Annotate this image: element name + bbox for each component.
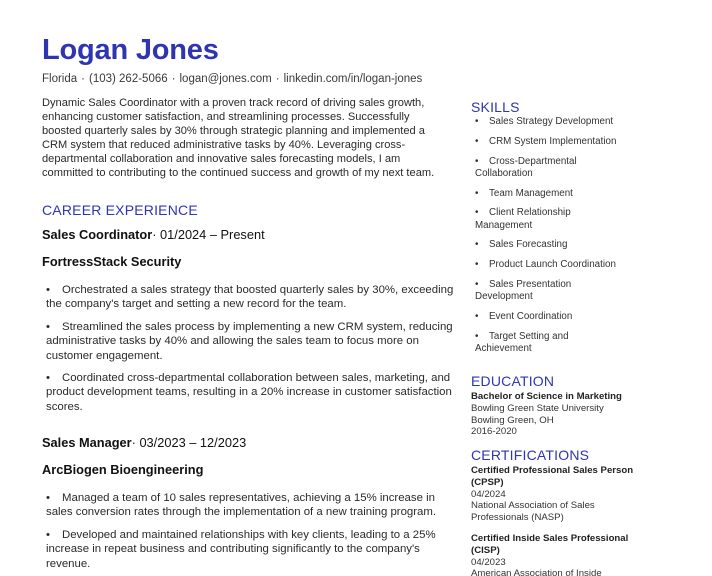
bullet-icon: • — [475, 259, 479, 271]
school-location: Bowling Green, OH — [471, 414, 554, 426]
skill-item — [475, 116, 625, 128]
bullet-icon: • — [475, 207, 479, 219]
job-bullets — [42, 283, 454, 414]
separator-dot: · — [81, 73, 85, 85]
skill-text: Target Setting and Achievement — [475, 330, 569, 354]
bullet-text: Streamlined the sales process by implementing a new CRM system, reducing administrative tasks by 40% and allowing the sales team to focus more on customer engagement. — [46, 320, 453, 362]
education-years: 2016-2020 — [471, 426, 517, 438]
bullet-icon: • — [46, 372, 50, 385]
bullet-icon: • — [475, 135, 479, 147]
skills-list — [475, 116, 625, 363]
skill-text: Team Management — [489, 187, 573, 199]
separator-dot: · — [171, 73, 176, 85]
list-item — [42, 283, 454, 312]
experience-heading: CAREER EXPERIENCE — [42, 202, 198, 218]
separator-dot: · — [275, 73, 280, 85]
certification-date: 04/2024 — [471, 488, 506, 500]
bullet-icon: • — [46, 284, 50, 296]
list-item — [42, 371, 454, 414]
company-name: FortressStack Security — [42, 254, 182, 269]
job-title-line — [42, 435, 454, 450]
certification-entry — [471, 465, 641, 524]
bullet-icon: • — [475, 155, 479, 167]
school-text: Bowling Green State University — [471, 402, 604, 414]
skill-text: Sales Presentation Development — [475, 278, 572, 303]
professional-summary: Dynamic Sales Coordinator with a proven track record of driving sales growth, enhancing customer satisfaction, and streamlining processes. Successfully boosted quarterly sales by 30% through strategic planning and implemented a CRM system that reduced administrative tasks by 40%. Leveraging cross-departmental collaboration and innovative sales forecasting models, I am committed to contributing to the continued success and growth of my next team. — [42, 97, 435, 179]
job-bullets — [42, 491, 454, 571]
bullet-text: Orchestrated a sales strategy that boosted quarterly sales by 30%, exceeding the company's target and setting a new record for the team. — [46, 284, 454, 311]
skill-item — [475, 136, 625, 148]
list-item — [42, 491, 454, 520]
skill-text: Sales Strategy Development — [489, 116, 614, 127]
bullet-icon: • — [46, 528, 50, 541]
company-name: ArcBiogen Bioengineering — [42, 462, 204, 477]
bullet-text: Managed a team of 10 sales representatives, achieving a 15% increase in sales conversion rates through the implementation of a new training program. — [46, 492, 437, 519]
skill-item — [475, 279, 625, 303]
skill-text: Product Launch Coordination — [489, 259, 616, 271]
location-text: Florida — [42, 73, 78, 85]
linkedin-link[interactable]: linkedin.com/in/logan-jones — [283, 73, 423, 85]
job-dates: · 01/2024 – Present — [152, 227, 265, 242]
certification-name: Certified Professional Sales Person (CPSP) — [471, 465, 634, 488]
certification-date: 04/2023 — [471, 556, 506, 568]
list-item — [42, 528, 454, 571]
certifications-heading: CERTIFICATIONS — [471, 447, 590, 463]
certification-issuer: American Association of Inside — [471, 568, 602, 576]
skill-item — [475, 311, 625, 323]
certification-name: Certified Inside Sales Professional (CISP) — [471, 533, 629, 556]
phone-text: (103) 262-5066 — [89, 73, 168, 85]
contact-line — [42, 73, 422, 85]
bullet-text: Coordinated cross-departmental collaboration between sales, marketing, and product development teams, resulting in a 20% increase in customer satisfaction scores. — [46, 372, 452, 413]
bullet-icon: • — [46, 492, 50, 504]
degree-text: Bachelor of Science in Marketing — [471, 391, 622, 402]
job-title-line — [42, 227, 454, 242]
skill-text: Cross-Departmental Collaboration — [475, 155, 577, 179]
bullet-icon: • — [475, 330, 479, 342]
job-entry — [42, 435, 454, 576]
job-title: Sales Manager — [42, 435, 132, 450]
skills-heading: SKILLS — [471, 99, 520, 115]
skill-text: CRM System Implementation — [489, 135, 617, 147]
certification-entry — [471, 533, 641, 576]
job-title: Sales Coordinator — [42, 227, 153, 242]
bullet-icon: • — [475, 278, 479, 290]
skill-item — [475, 207, 625, 231]
education-entry — [471, 391, 641, 438]
bullet-icon: • — [46, 320, 50, 333]
skill-item — [475, 188, 625, 200]
job-dates: · 03/2023 – 12/2023 — [131, 435, 247, 450]
job-entry — [42, 227, 454, 422]
candidate-name: Logan Jones — [42, 34, 219, 66]
skill-text: Client Relationship Management — [475, 207, 571, 231]
bullet-icon: • — [475, 239, 479, 251]
list-item — [42, 320, 454, 363]
bullet-icon: • — [475, 310, 479, 322]
skill-item — [475, 239, 625, 251]
skill-item — [475, 156, 625, 180]
bullet-text: Developed and maintained relationships with key clients, leading to a 25% increase in repeat business and contributing significantly to the company's revenue. — [46, 528, 436, 570]
skill-item — [475, 259, 625, 271]
skill-item — [475, 331, 625, 355]
email-link[interactable]: logan@jones.com — [179, 73, 272, 85]
bullet-icon: • — [475, 187, 479, 199]
skill-text: Event Coordination — [489, 310, 573, 322]
education-heading: EDUCATION — [471, 373, 555, 389]
skill-text: Sales Forecasting — [489, 239, 568, 251]
certification-issuer: National Association of Sales Professionals (NASP) — [471, 500, 595, 524]
bullet-icon: • — [475, 116, 479, 127]
